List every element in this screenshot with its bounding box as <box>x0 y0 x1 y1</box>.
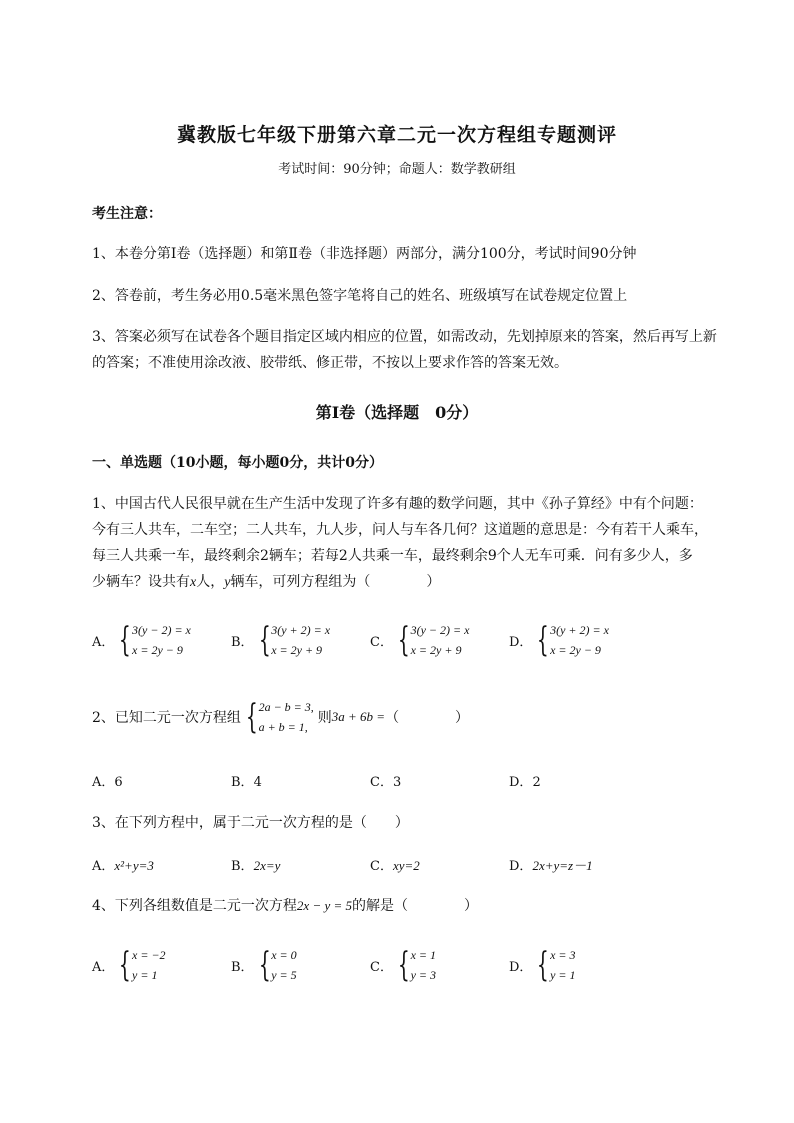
brace-icon: { <box>397 620 410 660</box>
q1-option-c[interactable] <box>370 620 469 660</box>
equation: x = −2 <box>132 948 166 962</box>
page-title: 冀教版七年级下册第六章二元一次方程组专题测评 <box>176 124 617 146</box>
equation: y = 3 <box>410 968 437 982</box>
brace-icon: { <box>397 945 410 985</box>
q4-option-b[interactable] <box>231 945 297 985</box>
option-label: B． <box>231 959 254 975</box>
notice-item-2: 2、答卷前，考生务必用0.5毫米黑色签字笔将自己的姓名、班级填写在试卷规定位置上 <box>92 288 628 304</box>
option-label: D． <box>509 775 533 790</box>
equation: a + b = 1, <box>258 720 308 734</box>
option-label: B． <box>231 859 254 874</box>
equation: 2a − b = 3, <box>258 700 314 714</box>
notice-item-3-line-2: 的答案；不准使用涂改液、胶带纸、修正带，不按以上要求作答的答案无效。 <box>92 355 568 371</box>
option-value: x²+y=3 <box>114 858 154 873</box>
exam-info: 考试时间：90分钟；命题人：数学教研组 <box>278 162 516 177</box>
q2-option-b[interactable] <box>231 771 262 790</box>
brace-icon: { <box>258 620 271 660</box>
option-label: C． <box>370 859 393 874</box>
option-label: A． <box>92 775 115 790</box>
q1-var-x: x <box>190 575 197 590</box>
q2-text-a: 2、已知二元一次方程组 <box>92 710 241 726</box>
equation: x = 2y − 9 <box>550 643 601 657</box>
equation: 3(y − 2) = x <box>132 623 191 637</box>
equation: x = 1 <box>410 948 437 962</box>
q4-option-c[interactable] <box>370 945 436 985</box>
option-label: A． <box>92 634 115 650</box>
option-value: 6 <box>114 775 123 790</box>
notice-item-1: 1、本卷分第I卷（选择题）和第Ⅱ卷（非选择题）两部分，满分100分，考试时间90分钟 <box>92 246 637 262</box>
option-value: 2x+y=z－1 <box>532 858 593 873</box>
option-value: 4 <box>253 775 262 790</box>
q4-option-a[interactable] <box>92 945 166 985</box>
option-label: D． <box>509 959 533 975</box>
part-heading: 一、单选题（10小题，每小题0分，共计0分） <box>92 455 383 471</box>
brace-icon: { <box>119 620 132 660</box>
equation: x = 2y − 9 <box>132 643 183 657</box>
brace-icon: { <box>258 945 271 985</box>
q1-option-d[interactable] <box>509 620 609 660</box>
q1-line-4-c: 辆车，可列方程组为（ ） <box>230 574 441 590</box>
q1-line-4-b: 人， <box>196 574 225 590</box>
option-value: 3 <box>392 775 402 790</box>
option-label: C． <box>370 775 393 790</box>
equation: y = 1 <box>550 968 576 982</box>
q2-option-a[interactable] <box>92 771 123 790</box>
q2-option-d[interactable] <box>509 771 541 790</box>
q1-line-1: 1、中国古代人民很早就在生产生活中发现了许多有趣的数学问题，其中《孙子算经》中有个问题： <box>92 496 703 512</box>
option-label: B． <box>231 775 254 790</box>
q1-option-a[interactable] <box>92 620 191 660</box>
q2-text-c: （ ） <box>385 710 470 726</box>
equation: y = 5 <box>271 968 297 982</box>
notice-heading: 考生注意： <box>92 206 162 222</box>
q3-stem: 3、在下列方程中，属于二元一次方程的是（ ） <box>92 815 409 831</box>
option-label: C． <box>370 959 393 975</box>
equation: 3(y − 2) = x <box>410 623 470 637</box>
q3-option-a[interactable] <box>92 855 154 874</box>
q3-option-d[interactable] <box>509 855 593 874</box>
q3-option-c[interactable] <box>370 855 420 874</box>
q4-option-d[interactable] <box>509 945 576 985</box>
option-label: A． <box>92 959 115 975</box>
section-title: 第I卷（选择题 0分） <box>315 403 479 422</box>
brace-icon: { <box>245 697 258 737</box>
q1-option-b[interactable] <box>231 620 330 660</box>
q1-line-3: 每三人共乘一车，最终剩余2辆车；若每2人共乘一车，最终剩余9个人无车可乘．问有多少人，多 <box>92 548 693 564</box>
q3-option-b[interactable] <box>231 855 280 874</box>
option-value: xy=2 <box>392 858 420 873</box>
notice-item-3-line-1: 3、答案必须写在试卷各个题目指定区域内相应的位置，如需改动，先划掉原来的答案，然后再写上新 <box>92 329 717 345</box>
brace-icon: { <box>119 945 132 985</box>
q4-expression: 2x − y = 5 <box>296 898 353 913</box>
brace-icon: { <box>537 620 550 660</box>
q1-line-2: 今有三人共车，二车空；二人共车，九人步，问人与车各几何？这道题的意思是：今有若干人乘车， <box>92 522 708 538</box>
q2-stem <box>92 697 469 737</box>
equation: x = 2y + 9 <box>271 643 323 657</box>
equation: x = 3 <box>550 948 576 962</box>
option-label: A． <box>92 859 115 874</box>
option-label: D． <box>509 859 533 874</box>
q2-option-c[interactable] <box>370 771 401 790</box>
q4-text-a: 4、下列各组数值是二元一次方程 <box>92 898 297 914</box>
option-label: D． <box>509 634 533 650</box>
q1-var-y: y <box>224 575 231 590</box>
option-value: 2 <box>532 775 541 790</box>
equation: y = 1 <box>132 968 158 982</box>
q4-text-b: 的解是（ ） <box>352 898 479 914</box>
option-label: C． <box>370 634 393 650</box>
brace-icon: { <box>537 945 550 985</box>
q1-line-4-a: 少辆车？设共有 <box>92 574 190 590</box>
q1-line-4 <box>92 571 440 591</box>
equation: x = 0 <box>271 948 297 962</box>
q4-stem <box>92 895 478 915</box>
equation: x = 2y + 9 <box>410 643 462 657</box>
equation: 3(y + 2) = x <box>271 623 331 637</box>
option-label: B． <box>231 634 254 650</box>
equation: 3(y + 2) = x <box>550 623 609 637</box>
q2-expression: 3a + 6b = <box>331 709 386 724</box>
option-value: 2x=y <box>253 858 281 873</box>
q2-text-b: 则 <box>317 710 332 726</box>
